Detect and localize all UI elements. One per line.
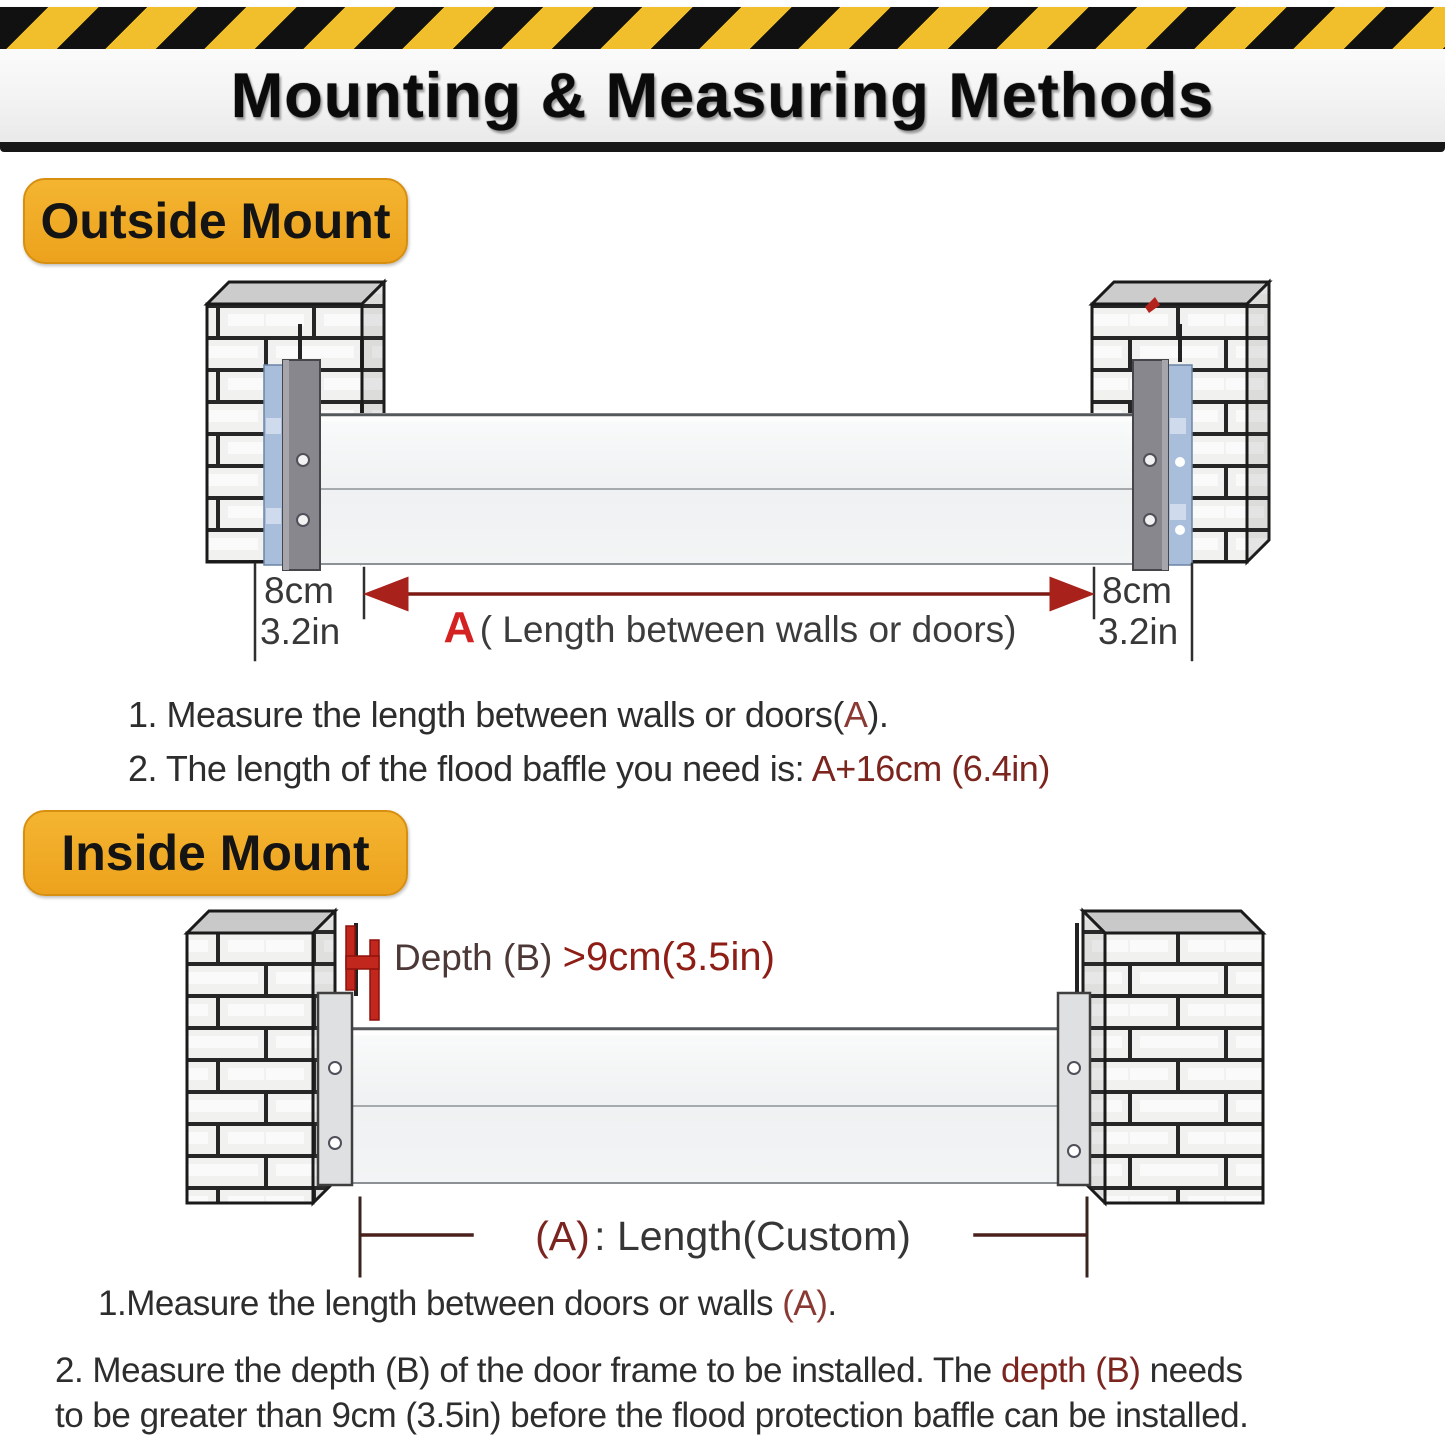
right-pillar-top-face (1083, 911, 1263, 933)
depth-indicator-front-bar (370, 940, 379, 1020)
left-pillar-top-face (207, 282, 384, 304)
outside-step-1-text: 1. Measure the length between walls or doors( (128, 694, 844, 735)
outside-step-2-text: 2. The length of the flood baffle you need is: (128, 748, 812, 789)
right-pillar-front-face (1105, 933, 1263, 1203)
span-length-label-a: A (443, 603, 476, 652)
depth-label-value: >9cm(3.5in) (562, 935, 775, 979)
header-banner (0, 0, 1445, 152)
right-pillar-top-face (1092, 282, 1269, 304)
outside-step-2-highlight: A+16cm (6.4in) (811, 748, 1050, 789)
length-label-rest: : Length(Custom) (594, 1213, 911, 1259)
right-bracket-hole (1144, 454, 1156, 466)
depth-label (394, 935, 775, 979)
inside-step-2-mid: needs (1140, 1350, 1243, 1390)
page-title: Mounting & Measuring Methods (230, 60, 1215, 131)
flood-barrier-panels (316, 414, 1150, 564)
left-bracket-bevel (283, 360, 289, 570)
inside-mount-badge-label: Inside Mount (61, 825, 370, 881)
outside-step-1-highlight: A (843, 694, 868, 735)
depth-indicator-cross-bar (346, 956, 379, 969)
right-offset-cm-label: 8cm (1102, 570, 1172, 611)
right-bracket-hole (1068, 1145, 1080, 1157)
inside-step-1-suffix: . (827, 1284, 837, 1323)
inside-mount-badge (23, 810, 408, 896)
flood-barrier-panels (350, 1028, 1062, 1183)
right-pillar (1083, 911, 1263, 1203)
left-seal-strip (264, 365, 284, 565)
outside-mount-steps (128, 688, 1388, 796)
length-label (535, 1213, 911, 1259)
left-pillar-front-face (187, 933, 313, 1203)
left-bracket-hole (297, 454, 309, 466)
depth-label-text: Depth (B) (394, 937, 563, 978)
right-offset-in-label: 3.2in (1098, 611, 1179, 652)
dimension-annotations (255, 564, 1192, 660)
left-bracket-hole (297, 514, 309, 526)
left-bracket-hole (329, 1137, 341, 1149)
left-pillar-top-face (187, 911, 335, 933)
inside-mount-diagram (170, 898, 1330, 1290)
title-band (0, 49, 1445, 142)
right-seal-notch (1170, 504, 1186, 520)
right-bracket-hole (1144, 514, 1156, 526)
left-bracket-hole (329, 1062, 341, 1074)
outside-step-2 (128, 742, 1388, 796)
dimension-annotations (360, 1198, 1087, 1276)
inside-step-2-text: 2. Measure the depth (B) of the door frame to be installed. The (55, 1350, 1001, 1390)
outside-step-1-suffix: ). (867, 694, 889, 735)
right-pillar-side-shade (1247, 282, 1269, 562)
inside-step-2-tail: to be greater than 9cm (3.5in) before the flood protection baffle can be installed. (55, 1395, 1249, 1435)
outside-mount-badge (23, 178, 408, 264)
right-seal-dot (1175, 525, 1185, 535)
outside-step-1 (128, 688, 1388, 742)
left-offset-cm-label: 8cm (264, 570, 334, 611)
span-length-label (443, 603, 1016, 652)
inside-mount-steps (55, 1282, 1433, 1438)
right-seal-notch (1170, 418, 1186, 434)
hazard-stripe-band (0, 7, 1445, 49)
left-seal-notch (266, 418, 281, 434)
span-length-label-rest: ( Length between walls or doors) (479, 609, 1017, 650)
inside-step-1-text: 1.Measure the length between doors or walls (98, 1284, 783, 1323)
outside-mount-diagram (170, 272, 1330, 684)
right-bracket-bevel (1162, 360, 1168, 570)
length-label-a: (A) (535, 1213, 590, 1259)
inside-step-1-highlight: (A) (782, 1284, 828, 1323)
inside-step-1 (98, 1282, 1433, 1327)
inside-step-2-highlight: depth (B) (1000, 1350, 1141, 1390)
outside-mount-badge-label: Outside Mount (40, 193, 391, 249)
right-bracket-hole (1068, 1062, 1080, 1074)
left-bracket (318, 993, 352, 1185)
left-seal-notch (266, 508, 281, 524)
inside-step-2 (55, 1349, 1433, 1438)
banner-underline (0, 142, 1445, 152)
left-pillar (187, 911, 335, 1203)
right-seal-dot (1175, 457, 1185, 467)
left-offset-in-label: 3.2in (260, 611, 341, 652)
